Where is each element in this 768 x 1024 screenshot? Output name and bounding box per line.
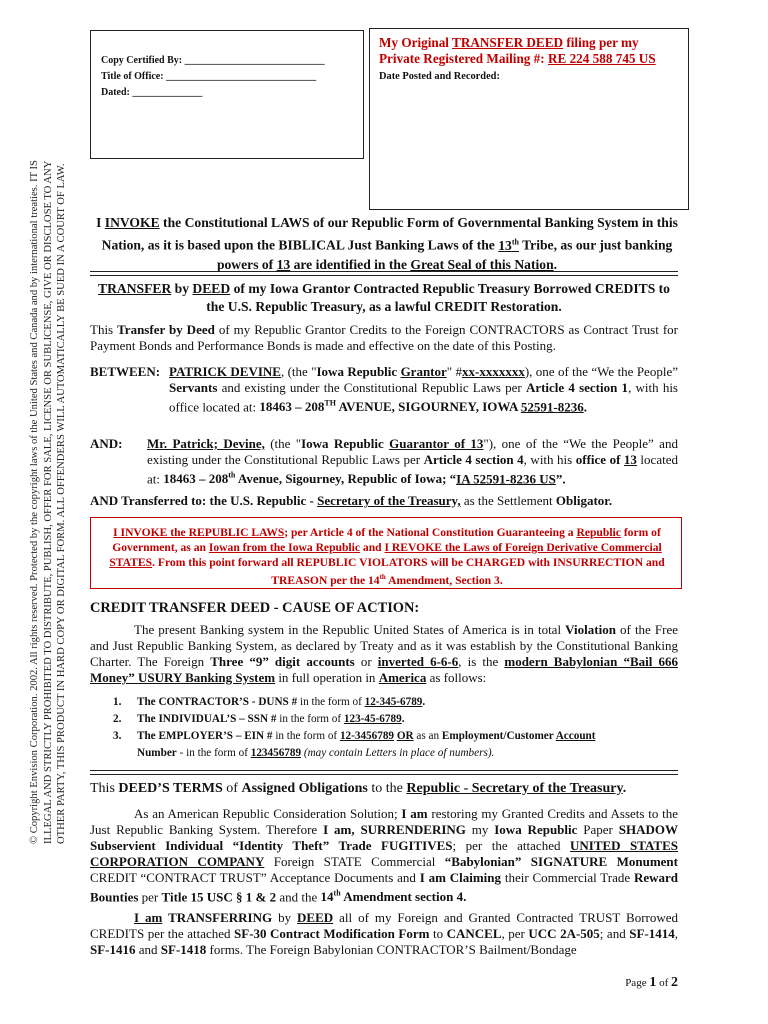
text: SF-30 Contract Modification Form <box>234 926 430 941</box>
text: , with his office located at: <box>169 380 678 415</box>
text: The EMPLOYER’S – EIN # <box>137 730 273 742</box>
title-of-office-line: Title of Office: ______________________________ <box>101 71 317 82</box>
text: by <box>171 281 193 296</box>
list-number: 2. <box>113 713 122 725</box>
text: are identified in the <box>290 256 411 272</box>
text: SHADOW Subservient Individual “Identity Theft” Trade FUGITIVES <box>90 822 678 853</box>
text: their Commercial Trade <box>501 870 634 885</box>
text: Page <box>625 977 650 989</box>
text: per <box>138 889 162 905</box>
text: , <box>674 926 678 941</box>
certification-box <box>90 30 364 159</box>
text: This <box>90 781 119 796</box>
transfer-title <box>92 280 676 316</box>
divider <box>90 770 678 771</box>
text: Amendment section 4. <box>340 889 467 905</box>
text: The present Banking system in the Republic United States of America is in total <box>134 622 566 637</box>
copyright-line-2: ILLEGAL AND STRICTLY PROHIBITED TO DISTRIBUTE, PUBLISH, OFFER FOR SALE, LICENSE OR SUBLICENSE, GIVE OR DISCLOSE TO ANY <box>42 160 54 844</box>
text: Foreign STATE Commercial <box>264 854 445 869</box>
page-number <box>625 975 678 991</box>
text: in the form of <box>276 713 344 725</box>
text: (may contain Letters in place of numbers). <box>301 747 495 759</box>
text: 123456789 <box>250 747 302 759</box>
text: Iowan from the Iowa Republic <box>208 541 361 554</box>
text: . <box>422 696 426 708</box>
copyright-line-1: © Copyright Envision Corporation. 2002. All rights reserved. Protected by the copyright laws of the United States and Canada and by international treaties. IT IS <box>29 160 40 844</box>
cause-paragraph <box>90 622 678 686</box>
text: TRANSFERRING <box>162 910 273 925</box>
text: , is the <box>458 654 505 669</box>
text: Tribe, as our just banking powers of <box>216 237 673 272</box>
deed-terms-heading <box>90 781 678 797</box>
text: DEED’S TERMS <box>118 781 223 796</box>
text: of <box>656 977 671 989</box>
text: ; per the attached <box>452 838 570 853</box>
text: I REVOKE the Laws of Foreign Derivative Commercial STATES <box>109 541 662 569</box>
text: of my Iowa Grantor Contracted Republic Treasury Borrowed CREDITS to the U.S. Republic Treasury, as a lawful CREDIT Restoration. <box>206 281 670 314</box>
text: the U.S. Republic - <box>206 493 318 508</box>
text: as an <box>413 730 442 742</box>
copy-certified-line: Copy Certified By: ____________________________ <box>101 55 325 66</box>
text: and the <box>276 889 321 905</box>
text: inverted 6-6-6 <box>377 654 459 669</box>
text: Paper <box>577 822 619 837</box>
text: TRANSFER DEED <box>452 35 564 50</box>
text: and <box>135 942 161 957</box>
text: restoring my Granted Credits and Assets to the Just Republic Banking System. Therefore <box>90 806 678 837</box>
text: as follows: <box>426 670 487 685</box>
text: SF-1414 <box>629 926 675 941</box>
text: 1 <box>649 975 657 990</box>
text: form of Government, as an <box>112 526 661 554</box>
text: 52591-8236 <box>520 399 584 415</box>
text: 123-45-6789 <box>343 713 402 725</box>
text: Title 15 USC § 1 & 2 <box>161 889 277 905</box>
text: 14 <box>320 889 334 905</box>
text: OR <box>396 730 414 742</box>
text: Iowa Republic <box>494 822 578 837</box>
text: TRANSFER <box>98 281 172 296</box>
text: CREDIT “CONTRACT TRUST” Acceptance Documents and <box>90 870 420 885</box>
text: Servants <box>169 380 218 395</box>
original-filing-note <box>379 35 656 67</box>
text: Account <box>555 730 596 742</box>
text: Grantor <box>400 364 447 379</box>
text: 13 <box>623 452 637 467</box>
text: as the Settlement <box>460 493 556 508</box>
list-number: 3. <box>113 730 122 742</box>
date-posted-label: Date Posted and Recorded: <box>379 71 500 82</box>
text: in full operation in <box>275 670 379 685</box>
text: UCC 2A-505 <box>528 926 600 941</box>
and-party <box>147 436 678 487</box>
text: my <box>465 822 495 837</box>
text: DEED <box>297 910 334 925</box>
text: I am Claiming <box>419 870 502 885</box>
text: ; per Article 4 of the National Constitution Guaranteeing a <box>284 526 577 539</box>
text: The CONTRACTOR’S - DUNS # <box>137 696 298 708</box>
text: of the Free and Just Republic Banking System, as declared by Treaty and as it was establish by the Constitutional Banking Charter. The Foreign <box>90 622 679 669</box>
text: SF-1416 <box>90 942 136 957</box>
text: filing per my <box>563 35 639 50</box>
and-label: AND: <box>90 436 123 451</box>
transferred-to-line <box>90 493 678 509</box>
text: . <box>401 713 405 725</box>
text: This <box>90 322 118 337</box>
text: My Original <box>379 35 453 50</box>
divider <box>90 271 678 272</box>
text: Republic <box>576 526 621 539</box>
text: Guarantor of 13 <box>389 436 484 451</box>
text: Iowa Republic <box>316 364 401 379</box>
text: Transfer by Deed <box>117 322 215 337</box>
text: in the form of <box>272 730 340 742</box>
text: of <box>222 781 242 796</box>
text: SF-1418 <box>160 942 207 957</box>
text: I <box>96 215 105 230</box>
text: th <box>228 471 236 480</box>
text: in the form of <box>297 696 365 708</box>
text: Avenue, Sigourney, Republic of Iowa; “ <box>235 471 457 487</box>
text: forms. The Foreign Babylonian CONTRACTOR’S Bailment/Bondage <box>206 942 577 957</box>
text: of my Republic Grantor Credits to the Foreign CONTRACTORS as Contract Trust for Payment Bonds and Performance Bonds is made and effective on the date of this Posting. <box>90 322 678 353</box>
text: (the " <box>264 436 302 451</box>
text: 12-3456789 <box>339 730 395 742</box>
text: Number <box>137 747 177 759</box>
list-item <box>113 711 678 728</box>
text: As an American Republic Consideration Solution; <box>134 806 402 821</box>
text: AND Transferred to: <box>90 493 207 508</box>
text: all of my Foreign and Granted Contracted TRUST Borrowed CREDITS per the attached <box>90 910 679 941</box>
text: Assigned Obligations <box>241 781 368 796</box>
text: I INVOKE the REPUBLIC LAWS <box>113 526 285 539</box>
text: Republic - Secretary of the Treasury <box>406 781 623 796</box>
text: I am, SURRENDERING <box>323 822 466 837</box>
text: 2 <box>671 975 678 990</box>
text: . <box>553 256 558 272</box>
recording-box <box>369 28 689 210</box>
text: Three “9” digit accounts <box>210 654 355 669</box>
text: ”. <box>555 471 566 487</box>
copyright-notice <box>28 14 68 844</box>
text: , (the " <box>280 364 317 379</box>
text: ; and <box>599 926 630 941</box>
text: 12-345-6789 <box>364 696 423 708</box>
list-item <box>113 728 678 762</box>
text: . <box>622 781 627 796</box>
text: 13 <box>276 256 291 272</box>
text: Iowa Republic <box>301 436 390 451</box>
text: 13 <box>498 237 512 253</box>
between-label: BETWEEN: <box>90 364 161 379</box>
text: to <box>429 926 447 941</box>
text: Violation <box>565 622 616 637</box>
dated-line: Dated: ______________ <box>101 87 203 98</box>
cause-of-action-heading: CREDIT TRANSFER DEED - CAUSE OF ACTION: <box>90 600 420 616</box>
divider <box>90 774 678 775</box>
text: th <box>379 573 386 581</box>
text: UNITED STATES CORPORATION COMPANY <box>90 838 678 869</box>
text: xx-xxxxxxx <box>461 364 525 379</box>
text: , per <box>501 926 529 941</box>
text: Amendment, Section 3. <box>385 573 503 587</box>
text: “Babylonian” SIGNATURE Monument <box>444 854 678 869</box>
text: Obligator. <box>555 493 613 508</box>
text: CANCEL <box>446 926 502 941</box>
text: th <box>333 889 341 898</box>
text: th <box>511 237 519 246</box>
text: DEED <box>192 281 231 296</box>
text: . From this point forward all REPUBLIC VIOLATORS will be CHARGED with INSURRECTION and TREASON per the 14 <box>152 556 665 587</box>
text: the Constitutional LAWS of our Republic Form of Governmental Banking System in this Nation, as it is based upon the BIBLICAL Just Banking Laws of the <box>101 215 678 253</box>
text: Private Registered Mailing #: <box>379 51 548 66</box>
terms-paragraph <box>90 806 678 905</box>
text: America <box>378 670 427 685</box>
grantor-name: PATRICK DEVINE <box>169 364 281 379</box>
text: Article 4 section 1 <box>525 380 629 395</box>
invoke-statement <box>92 213 682 274</box>
text: AVENUE, SIGOURNEY, IOWA <box>335 399 521 415</box>
text: to the <box>367 781 407 796</box>
text: Great Seal of this Nation <box>410 256 554 272</box>
text: modern Babylonian “Bail 666 Money” USURY Banking System <box>90 654 678 685</box>
text: or <box>354 654 378 669</box>
text: TH <box>324 399 336 408</box>
text: by <box>272 910 298 925</box>
mailing-number: RE 224 588 745 US <box>547 51 656 66</box>
text: Reward Bounties <box>90 870 679 905</box>
text: and <box>360 541 385 554</box>
list-number: 1. <box>113 696 122 708</box>
text: 18463 – 208 <box>259 399 325 415</box>
text: I am <box>134 910 163 925</box>
text: Secretary of the Treasury, <box>317 493 461 508</box>
text: and existing under the Constitutional Republic Laws per <box>217 380 526 395</box>
copyright-line-3: OTHER PARTY, THIS PRODUCT IN HARD COPY OR DIGITAL FORM. ALL OFFENDERS WILL AUTOMATICALLY BE SUED IN A COURT OF LAW. <box>56 163 67 844</box>
text: . <box>583 399 587 415</box>
divider <box>90 275 678 276</box>
list-item <box>113 694 678 711</box>
between-party <box>169 364 678 415</box>
text: " # <box>446 364 462 379</box>
text: , with his <box>523 452 576 467</box>
republic-laws-notice <box>90 517 682 589</box>
text: ), one of the “We the People” <box>524 364 678 379</box>
guarantor-name: Mr. Patrick; Devine, <box>147 436 265 451</box>
text: Article 4 section 4 <box>423 452 524 467</box>
text: INVOKE <box>104 215 160 230</box>
text: The INDIVIDUAL’S – SSN # <box>137 713 277 725</box>
text: located at: <box>147 452 678 487</box>
text: Employment/Customer <box>441 730 556 742</box>
text: - in the form of <box>176 747 251 759</box>
account-list <box>113 694 678 762</box>
transferring-paragraph <box>90 910 678 958</box>
text: 18463 – 208 <box>163 471 229 487</box>
text: office of <box>575 452 624 467</box>
intro-paragraph <box>90 322 678 354</box>
text: I am <box>401 806 428 821</box>
text: "), one of the “We the People” and existing under the Constitutional Republic Laws per <box>147 436 678 467</box>
text: IA 52591-8236 US <box>456 471 556 487</box>
